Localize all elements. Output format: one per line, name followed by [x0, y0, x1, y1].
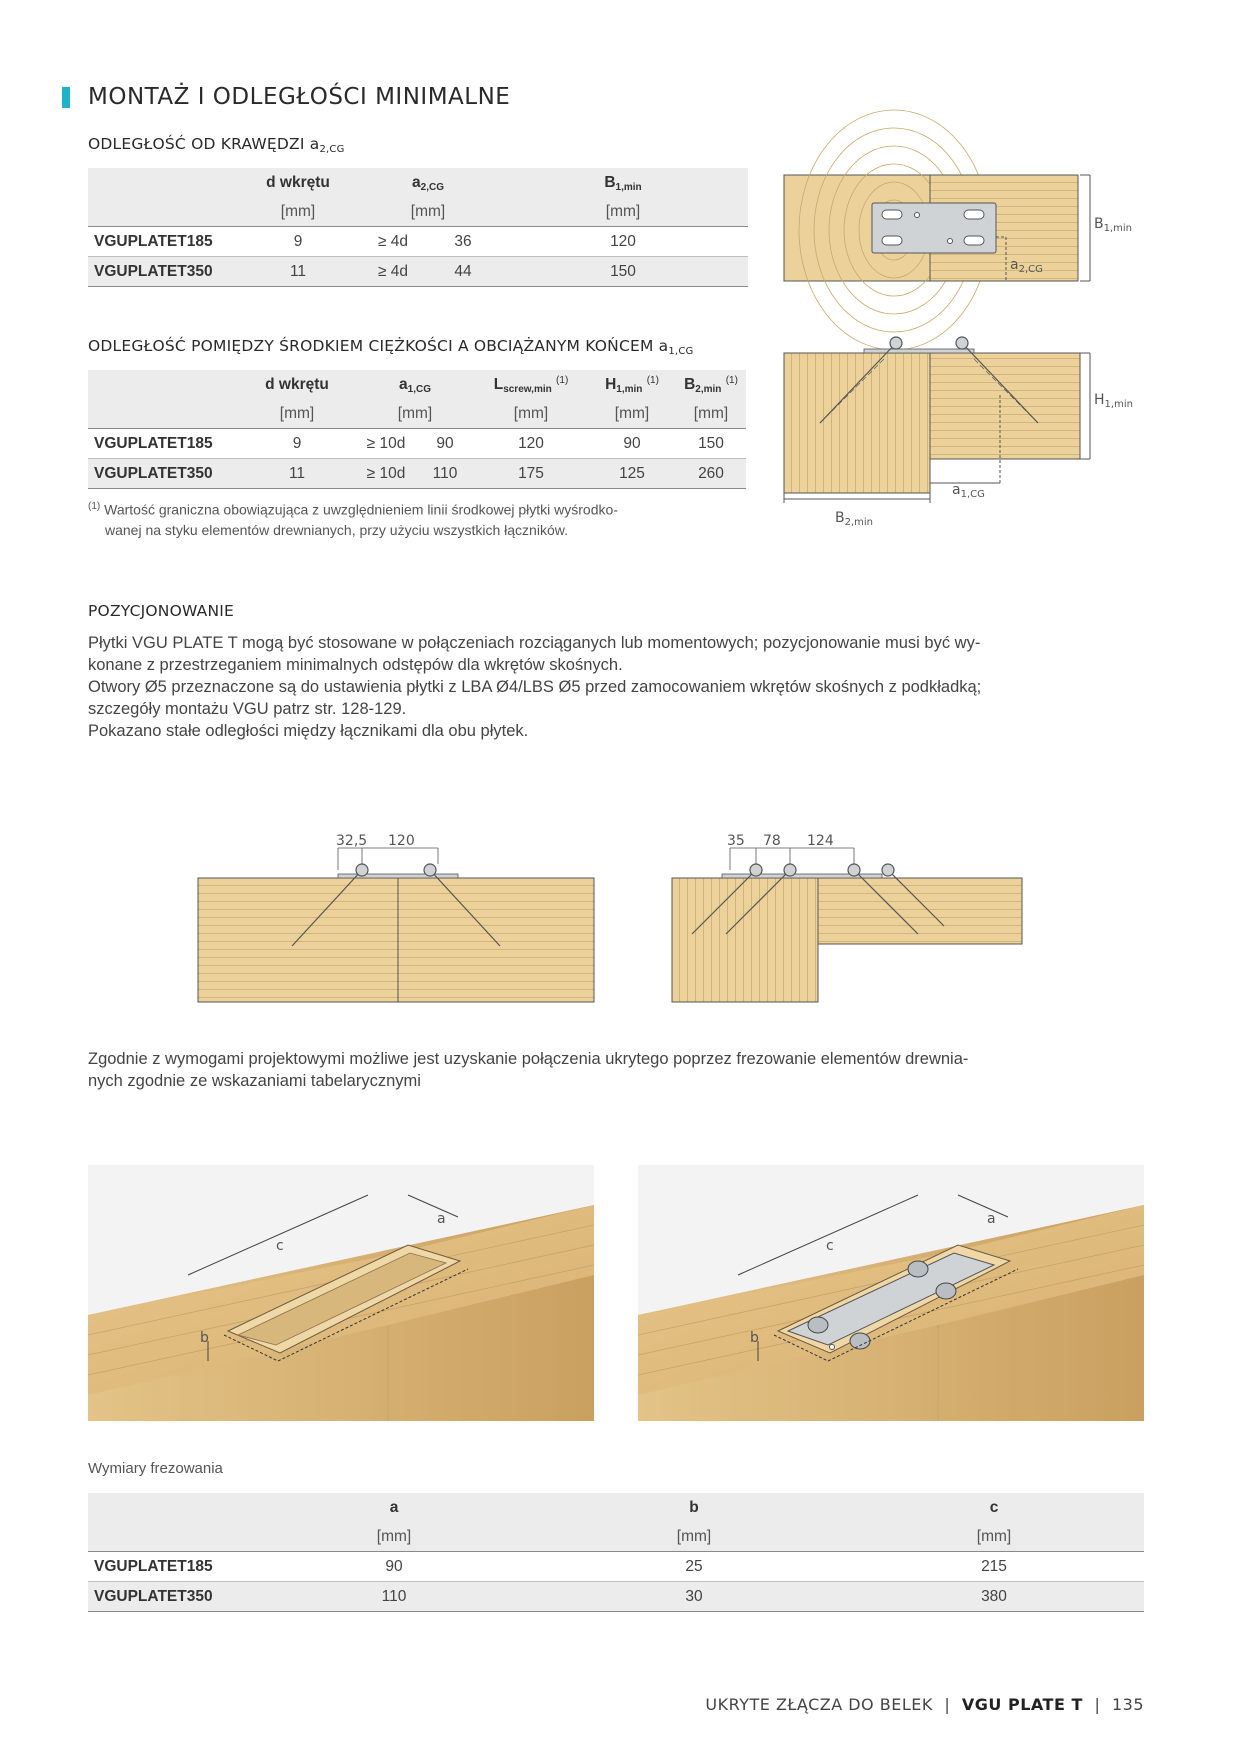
col-header-d: d wkrętu	[238, 168, 358, 197]
paragraph-line: Otwory Ø5 przeznaczone są do ustawienia płytki z LBA Ø4/LBS Ø5 przed zamocowaniem wkrętów skośnych z podkładką;	[88, 678, 982, 696]
milling-image-with-plate	[638, 1165, 1144, 1421]
paragraph-line: nych zgodnie ze wskazaniami tabelarycznymi	[88, 1072, 421, 1090]
cell-d: 11	[238, 459, 356, 489]
dim-label: 120	[388, 833, 415, 849]
cell-a: 90	[416, 429, 474, 459]
milling-label-b: b	[200, 1330, 209, 1346]
cell-rel: ≥ 4d	[358, 257, 428, 287]
cell-a: 110	[244, 1582, 544, 1612]
table-row	[88, 459, 746, 489]
page-number: 135	[1111, 1695, 1144, 1714]
milling-label-c: c	[826, 1238, 834, 1254]
cell-d: 11	[238, 257, 358, 287]
cell-rel: ≥ 4d	[358, 227, 428, 257]
col-header-h	[588, 370, 676, 399]
label-a2cg-main: a	[1010, 257, 1019, 273]
centroid-distance-table	[88, 370, 746, 489]
col-header-d: d wkrętu	[238, 370, 356, 399]
cell-c: 380	[844, 1582, 1144, 1612]
row-name: VGUPLATET350	[88, 459, 238, 489]
unit-cell: [mm]	[238, 399, 356, 429]
cell-d: 9	[238, 227, 358, 257]
table-units-row	[88, 197, 748, 227]
paragraph-line: szczegóły montażu VGU patrz str. 128-129.	[88, 700, 407, 718]
table-units-row	[88, 1522, 1144, 1552]
col-header-b: b	[544, 1493, 844, 1522]
col-header-a	[356, 370, 474, 399]
cell-rel: ≥ 10d	[356, 459, 416, 489]
label-a2cg	[1010, 257, 1043, 273]
cell-l: 175	[474, 459, 588, 489]
col-header-b	[498, 168, 748, 197]
col-header-a-main: a	[412, 173, 421, 191]
unit-cell: [mm]	[498, 197, 748, 227]
milling-image-empty	[88, 1165, 594, 1421]
unit-cell: [mm]	[238, 197, 358, 227]
label-b2min	[835, 510, 873, 526]
label-b1min-main: B	[1094, 216, 1104, 232]
cell-a: 110	[416, 459, 474, 489]
positioning-title: POZYCJONOWANIE	[88, 602, 235, 620]
col-header-b-sub: 1,min	[615, 181, 642, 193]
paragraph-line: Zgodnie z wymogami projektowymi możliwe jest uzyskanie połączenia ukrytego poprzez frezowanie elementów drewnia-	[88, 1050, 969, 1068]
paragraph-line: Pokazano stałe odległości między łącznikami dla obu płytek.	[88, 722, 529, 740]
table2-title	[88, 337, 693, 355]
footnote-ref: (1)	[646, 374, 659, 386]
unit-cell: [mm]	[844, 1522, 1144, 1552]
spacing-diagram-185	[198, 830, 598, 1010]
milling-paragraph	[88, 1048, 1148, 1092]
label-h1min-sub: 1,min	[1104, 399, 1133, 410]
centroid-distance-diagram	[784, 335, 1104, 515]
section-accent-bar	[62, 87, 70, 108]
col-header-b-sub: 2,min	[695, 384, 722, 396]
cell-d: 9	[238, 429, 356, 459]
cell-c: 215	[844, 1552, 1144, 1582]
label-h1min-main: H	[1094, 392, 1105, 408]
milling-dimensions-table	[88, 1493, 1144, 1612]
cell-b: 150	[498, 257, 748, 287]
table1-title	[88, 135, 345, 153]
label-h1min	[1094, 392, 1133, 408]
row-name: VGUPLATET350	[88, 257, 238, 287]
dim-label: 32,5	[336, 833, 368, 849]
dim-label: 78	[763, 833, 781, 849]
unit-cell: [mm]	[356, 399, 474, 429]
cell-rel: ≥ 10d	[356, 429, 416, 459]
cell-h: 125	[588, 459, 676, 489]
unit-cell: [mm]	[588, 399, 676, 429]
table-row	[88, 257, 748, 287]
cell-a: 90	[244, 1552, 544, 1582]
col-header-a: a	[244, 1493, 544, 1522]
col-header-l	[474, 370, 588, 399]
paragraph-line: Płytki VGU PLATE T mogą być stosowane w połączeniach rozciąganych lub momentowych; pozycjonowanie musi być wy-	[88, 634, 981, 652]
col-header-l-main: L	[493, 376, 504, 394]
dim-label: 35	[727, 833, 745, 849]
cell-b: 260	[676, 459, 746, 489]
cell-h: 90	[588, 429, 676, 459]
table1-title-sub: 2,CG	[319, 144, 345, 155]
unit-cell: [mm]	[676, 399, 746, 429]
row-name: VGUPLATET185	[88, 429, 238, 459]
cell-b: 30	[544, 1582, 844, 1612]
unit-cell: [mm]	[244, 1522, 544, 1552]
col-header-h-sub: 1,min	[616, 384, 643, 396]
edge-distance-table	[88, 168, 748, 287]
paragraph-line: konane z przestrzeganiem minimalnych odstępów dla wkrętów skośnych.	[88, 656, 623, 674]
positioning-paragraph	[88, 632, 1148, 742]
label-b1min	[1094, 216, 1132, 232]
footnote-line: wanej na styku elementów drewnianych, przy użyciu wszystkich łączników.	[105, 521, 568, 538]
col-header-a-main: a	[399, 375, 408, 393]
table2-title-sub: 1,CG	[668, 346, 694, 357]
col-header-b-main: B	[604, 173, 616, 191]
unit-cell: [mm]	[358, 197, 498, 227]
dim-label: 124	[807, 833, 834, 849]
unit-cell: [mm]	[474, 399, 588, 429]
col-header-a-sub: 2,CG	[420, 181, 444, 193]
label-b2min-main: B	[835, 510, 845, 526]
page-footer: UKRYTE ZŁĄCZA DO BELEK | VGU PLATE T | 135	[705, 1695, 1144, 1714]
footer-section: UKRYTE ZŁĄCZA DO BELEK	[705, 1695, 933, 1714]
table-row	[88, 1552, 1144, 1582]
row-name: VGUPLATET185	[88, 227, 238, 257]
milling-label-b: b	[750, 1330, 759, 1346]
col-header-l-sub: screw,min	[503, 384, 552, 396]
table2-footnote	[88, 497, 768, 540]
label-a1cg-main: a	[952, 482, 961, 498]
col-header-a-sub: 1,CG	[407, 383, 431, 395]
table-header-row	[88, 168, 748, 197]
col-header-c: c	[844, 1493, 1144, 1522]
table3-caption: Wymiary frezowania	[88, 1460, 223, 1477]
cell-b: 120	[498, 227, 748, 257]
col-header-b	[676, 370, 746, 399]
milling-label-c: c	[276, 1238, 284, 1254]
cell-a: 36	[428, 227, 498, 257]
milling-label-a: a	[987, 1211, 996, 1227]
col-header-b-main: B	[684, 376, 696, 394]
edge-distance-diagram	[784, 175, 1144, 305]
cell-b: 150	[676, 429, 746, 459]
label-a2cg-sub: 2,CG	[1018, 264, 1043, 275]
table-header-row	[88, 370, 746, 399]
table-row	[88, 429, 746, 459]
section-title: MONTAŻ I ODLEGŁOŚCI MINIMALNE	[88, 84, 511, 110]
cell-l: 120	[474, 429, 588, 459]
footer-product: VGU PLATE T	[961, 1695, 1083, 1714]
row-name: VGUPLATET185	[88, 1552, 244, 1582]
cell-a: 44	[428, 257, 498, 287]
table-row	[88, 227, 748, 257]
table-units-row	[88, 399, 746, 429]
table1-title-text: ODLEGŁOŚĆ OD KRAWĘDZI a	[88, 135, 320, 153]
label-a1cg-sub: 1,CG	[960, 489, 985, 500]
table2-title-text: ODLEGŁOŚĆ POMIĘDZY ŚRODKIEM CIĘŻKOŚCI A OBCIĄŻANYM KOŃCEM a	[88, 337, 669, 355]
table-row	[88, 1582, 1144, 1612]
spacing-diagram-350	[672, 830, 1032, 1010]
unit-cell: [mm]	[544, 1522, 844, 1552]
col-header-a	[358, 168, 498, 197]
row-name: VGUPLATET350	[88, 1582, 244, 1612]
label-b1min-sub: 1,min	[1103, 223, 1133, 234]
col-header-h-main: H	[605, 376, 617, 394]
footnote-ref: (1)	[556, 374, 569, 386]
milling-label-a: a	[437, 1211, 446, 1227]
footnote-mark: (1)	[88, 501, 101, 512]
cell-b: 25	[544, 1552, 844, 1582]
footnote-ref: (1)	[725, 374, 738, 386]
label-b2min-sub: 2,min	[844, 517, 874, 528]
table-header-row	[88, 1493, 1144, 1522]
label-a1cg	[952, 482, 985, 498]
footnote-line: Wartość graniczna obowiązująca z uwzględnieniem linii środkowej płytki wyśrodko-	[104, 501, 618, 518]
